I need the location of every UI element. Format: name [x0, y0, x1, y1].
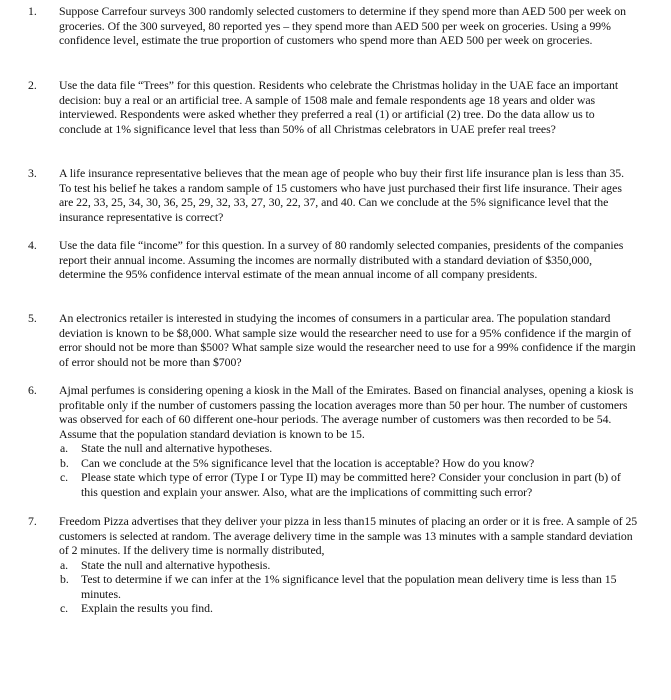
question-text: A life insurance representative believes that the mean age of people who buy their first life insurance plan is less than 35. To test his belief he takes a random sample of 15 customers who have just purchased their first life insurance. Their ages are 22, 33, 25, 34, 30, 36, 25, 29, 32, 33, 27, 30, 22, 37, and 40. Can we conclude at the 5% significance level that the insurance representative is correct? [59, 166, 625, 224]
question-number: 3. [28, 166, 37, 180]
sub-question-text: Can we conclude at the 5% significance level that the location is acceptable? How do you know? [81, 455, 535, 470]
question-number: 6. [28, 383, 37, 397]
question-number: 2. [28, 78, 37, 92]
question-6 [28, 383, 638, 499]
sub-question-text: Explain the results you find. [81, 601, 213, 615]
question-text: Use the data file “Trees” for this question. Residents who celebrate the Christmas holiday in the UAE face an important decision: buy a real or an artificial tree. A sample of 1508 male and female respondents age 18 years and older was interviewed. Respondents were asked whether they preferred a real (1) or artificial (2) tree. Do the data allow us to conclude at 1% significance level that less than 50% of all Christmas celebrators in UAE prefer real trees? [59, 78, 619, 136]
sub-question-a [59, 441, 638, 456]
sub-question-b [59, 572, 638, 601]
question-text: An electronics retailer is interested in studying the incomes of consumers in a particular area. The population standard deviation is known to be $8,000. What sample size would the researcher need to use for a 95% confidence if the margin of error should not be more than $500? What sample size would the researcher need to use for a 99% confidence if the margin of error should not be more than $700? [59, 311, 636, 369]
sub-question-c [59, 470, 638, 499]
sub-question-list [59, 441, 638, 499]
question-7 [28, 514, 638, 616]
sub-question-letter: a. [60, 441, 69, 455]
question-5 [28, 311, 638, 369]
question-text: Use the data file “income” for this question. In a survey of 80 randomly selected companies, presidents of the companies report their annual income. Assuming the incomes are normally distributed with a standard deviation of $350,000, determine the 95% confidence interval estimate of the mean annual income of all company presidents. [59, 238, 624, 281]
sub-question-letter: a. [60, 557, 69, 572]
question-text: Freedom Pizza advertises that they deliver your pizza in less than15 minutes of placing an order or it is free. A sample of 25 customers is selected at random. The average delivery time in the sample was 13 minutes with a sample standard deviation of 2 minutes. If the delivery time is normally distributed, [59, 514, 638, 557]
question-number: 4. [28, 238, 37, 252]
question-2 [28, 78, 638, 136]
question-text: Ajmal perfumes is considering opening a kiosk in the Mall of the Emirates. Based on financial analyses, opening a kiosk is profitable only if the number of customers passing the location averages more than 50 per hour. The number of customers was observed for each of 60 different one-hour periods. The average number of customers was then recorded to be 54. Assume that the population standard deviation is known to be 15. [59, 383, 634, 441]
sub-question-c [59, 601, 638, 616]
question-number: 7. [28, 514, 37, 528]
question-number: 5. [28, 311, 37, 325]
question-1 [28, 4, 638, 48]
sub-question-letter: b. [60, 572, 69, 586]
sub-question-letter: c. [60, 601, 69, 615]
sub-question-text: Test to determine if we can infer at the 1% significance level that the population mean delivery time is less than 15 minutes. [81, 572, 617, 601]
question-4 [28, 238, 638, 282]
question-3 [28, 166, 638, 224]
sub-question-letter: c. [60, 470, 69, 484]
sub-question-a [59, 558, 638, 573]
sub-question-text: State the null and alternative hypotheses. [81, 441, 273, 455]
sub-question-text: State the null and alternative hypothesis. [81, 557, 271, 572]
question-number: 1. [28, 4, 37, 18]
sub-question-b [59, 456, 638, 471]
sub-question-list [59, 558, 638, 616]
sub-question-text: Please state which type of error (Type I or Type II) may be committed here? Consider your conclusion in part (b) of this question and explain your answer. Also, what are the implications of committing such error? [81, 470, 621, 499]
question-text: Suppose Carrefour surveys 300 randomly selected customers to determine if they spend more than AED 500 per week on groceries. Of the 300 surveyed, 80 reported yes – they spend more than AED 500 per week on groceries. Using a 99% confidence level, estimate the true proportion of customers who spend more than AED 500 per week on groceries. [59, 4, 626, 47]
sub-question-letter: b. [60, 455, 69, 470]
